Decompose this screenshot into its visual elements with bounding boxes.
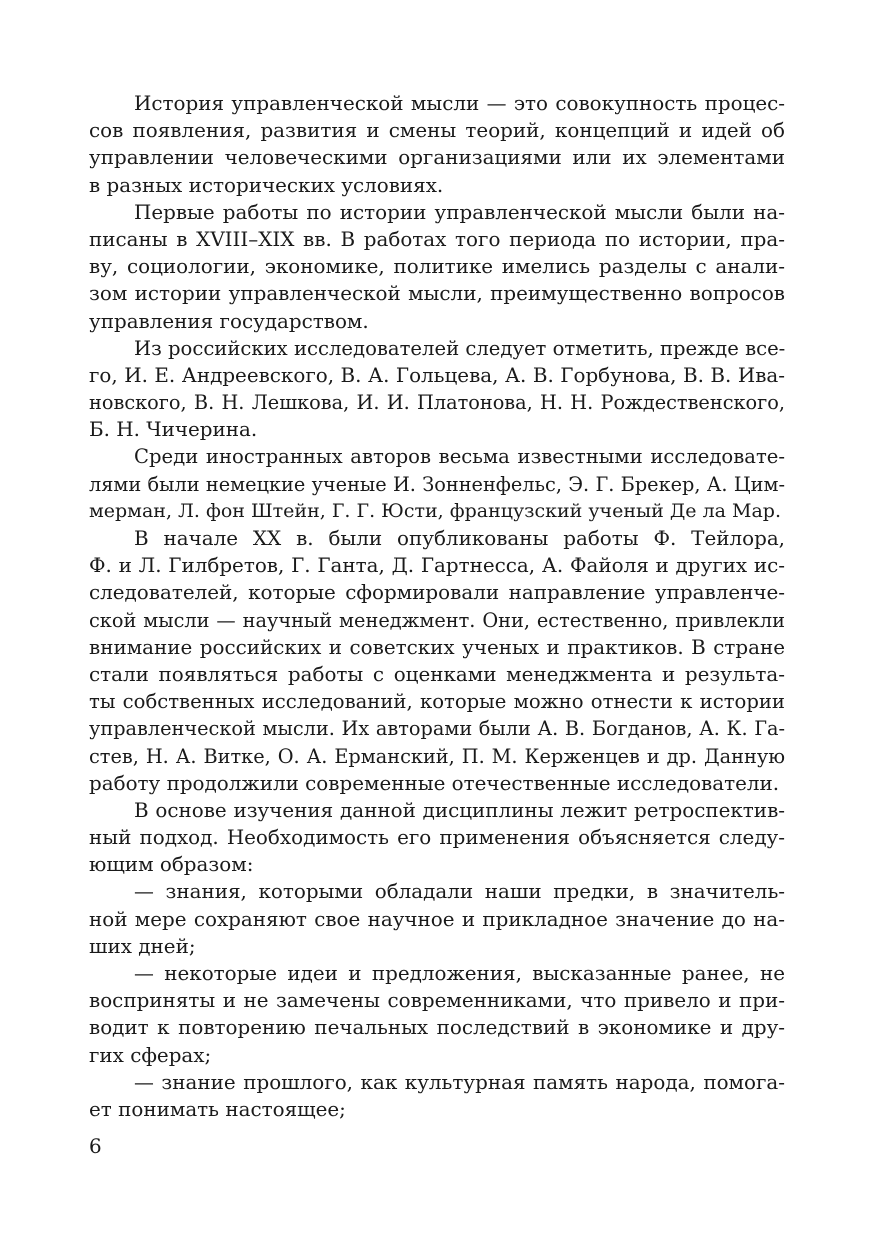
text-line: следователей, которые сформировали направление управленче- — [89, 581, 785, 605]
text-line: ет понимать настоящее; — [89, 1097, 346, 1121]
text-line: Ф. и Л. Гилбретов, Г. Ганта, Д. Гартнесса, А. Файоля и других ис- — [89, 554, 785, 578]
text-line: Среди иностранных авторов весьма известными исследовате- — [134, 445, 785, 469]
text-line: стев, Н. А. Витке, О. А. Ерманский, П. М. Керженцев и др. Данную — [89, 744, 785, 768]
text-line: гих сферах; — [89, 1043, 212, 1067]
text-line: Б. Н. Чичерина. — [89, 418, 258, 442]
body-text — [89, 90, 785, 1123]
text-line: ты собственных исследований, которые можно отнести к истории — [89, 690, 785, 714]
text-line: ный подход. Необходимость его применения объясняется следу- — [89, 826, 785, 850]
text-line: История управленческой мысли — это совокупность процес- — [134, 92, 785, 115]
text-line: работу продолжили современные отечественные исследователи. — [89, 771, 780, 795]
text-line: управленческой мысли. Их авторами были А. В. Богданов, А. К. Га- — [89, 717, 785, 741]
text-line: новского, В. Н. Лешкова, И. И. Платонова, Н. Н. Рождественского, — [89, 391, 785, 415]
text-line: внимание российских и советских ученых и практиков. В стране — [89, 635, 785, 659]
text-line: Из российских исследователей следует отметить, прежде все- — [134, 336, 785, 360]
text-line: управлении человеческими организациями или их элементами — [89, 146, 785, 170]
text-line: ву, социологии, экономике, политике имелись разделы с анали- — [89, 255, 785, 279]
text-line: стали появляться работы с оценками менеджмента и результа- — [89, 662, 785, 686]
text-line: В начале XX в. были опубликованы работы Ф. Тейлора, — [134, 527, 785, 550]
text-line: писаны в XVIII–XIX вв. В работах того периода по истории, пра- — [89, 227, 785, 251]
text-line: зом истории управленческой мысли, преимущественно вопросов — [89, 282, 785, 306]
text-line: ной мере сохраняют свое научное и прикладное значение до на- — [89, 907, 785, 931]
text-line: Первые работы по истории управленческой мысли были на- — [134, 200, 785, 224]
text-line: ющим образом: — [89, 853, 254, 877]
text-line: ших дней; — [89, 934, 196, 958]
text-line: лями были немецкие ученые И. Зонненфельс, Э. Г. Брекер, А. Цим- — [89, 472, 785, 496]
text-line: водит к повторению печальных последствий в экономике и дру- — [89, 1016, 785, 1040]
text-line: — некоторые идеи и предложения, высказанные ранее, не — [134, 962, 785, 985]
text-line: управления государством. — [89, 309, 369, 333]
text-line: — знания, которыми обладали наши предки, в значитель- — [134, 880, 785, 904]
text-line: ской мысли — научный менеджмент. Они, естественно, привлекли — [89, 608, 785, 632]
text-line: сов появления, развития и смены теорий, концепций и идей об — [89, 119, 785, 143]
text-line: мерман, Л. фон Штейн, Г. Г. Юсти, французский ученый Де ла Мар. — [89, 499, 782, 522]
text-line: восприняты и не замечены современниками, что привело и при- — [89, 989, 785, 1013]
text-line: в разных исторических условиях. — [89, 173, 444, 197]
text-line: В основе изучения данной дисциплины лежит ретроспектив- — [134, 798, 785, 822]
page-number: 6 — [89, 1135, 102, 1158]
text-line: — знание прошлого, как культурная память народа, помога- — [134, 1070, 785, 1094]
text-line: го, И. Е. Андреевского, В. А. Гольцева, А. В. Горбунова, В. В. Ива- — [89, 363, 785, 387]
